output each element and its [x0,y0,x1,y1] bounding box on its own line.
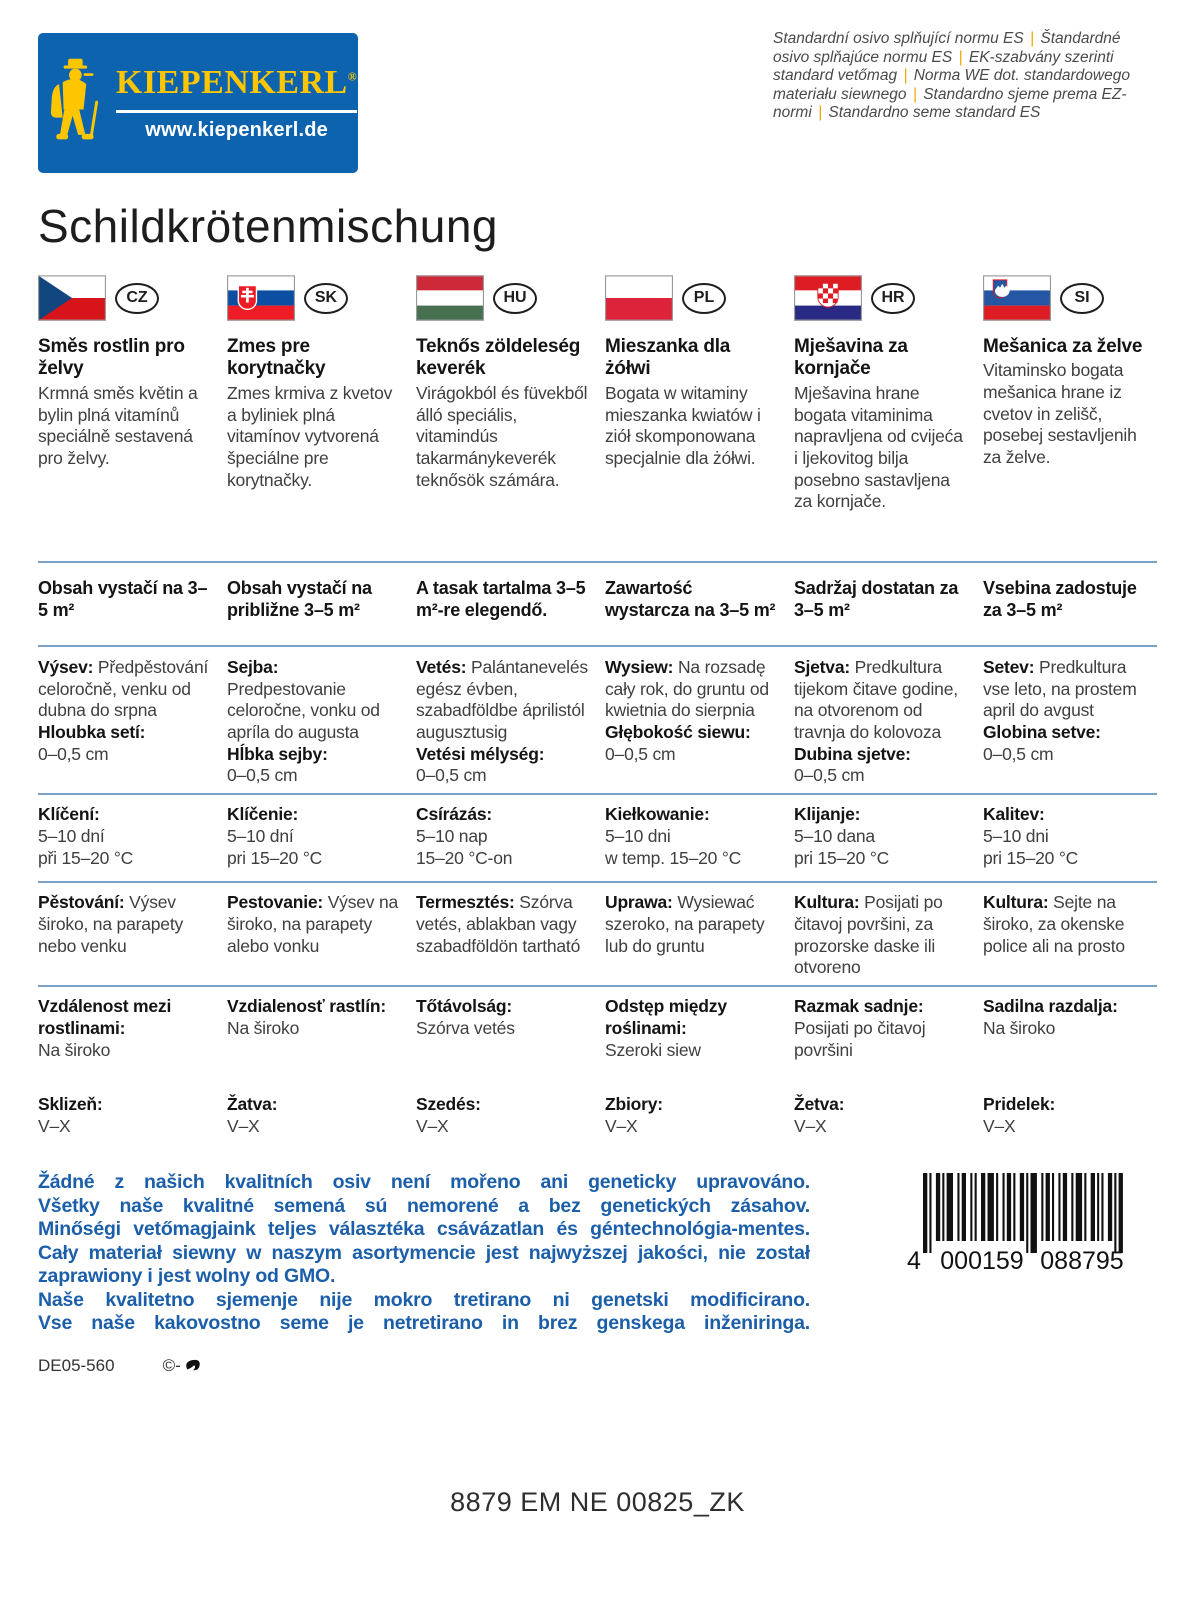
standards-segment: Norma WE dot. standardowego materiału siewnego [773,67,1130,103]
standards-segment: Standardno sjeme prema EZ-normi [773,85,1127,121]
sowing-label: Wysiew: [605,657,678,677]
depth-label: Dubina sjetve: [794,743,911,764]
gmo-line: Vse naše kakovostno seme je netretirano in brez genskega inženiringa. [38,1312,810,1335]
print-codes-row [38,1356,1157,1376]
spacing-row-cz [38,987,212,1085]
gmo-line: Minőségi vetőmagjaink teljes választéka csávázatlan és géntechnológia-mentes. [38,1218,810,1241]
germination-value: 5–10 nap [416,825,488,846]
flags-row-sk [227,273,401,323]
spacing-label: Razmak sadnje: [794,996,924,1017]
culture-row-sk [227,883,401,985]
content-row-pl [605,563,779,645]
spacing-value: Posijati po čitavoj površini [794,1017,926,1060]
lang-code-badge: HR [871,283,915,314]
culture-row-hr [794,883,968,985]
harvest-row-hr [794,1085,968,1143]
spacing-label: Odstęp między roślinami: [605,996,727,1038]
sowing-label: Setev: [983,657,1039,677]
content-amount: Obsah vystačí na približne 3–5 m² [227,578,372,621]
language-columns-table [38,273,1157,1143]
spacing-label: Vzdálenost mezi rostlinami: [38,996,172,1038]
si-flag-icon [983,275,1051,321]
germination-row-hu [416,795,590,881]
germination-value: pri 15–20 °C [794,847,890,868]
product-description: Bogata w witaminy mieszanka kwiatów i ziół skomponowana specjalnie dla żółwi. [605,382,761,468]
sowing-row-si [983,647,1157,793]
hu-flag-icon [416,275,484,321]
germination-label: Csírázás: [416,804,493,825]
germination-label: Kiełkowanie: [605,804,710,825]
product-title: Zmes pre korytnačky [227,336,326,380]
culture-text: Uprawa: Wysiewać szeroko, na parapety lub do gruntu [605,892,765,956]
standards-separator: | [813,104,827,121]
standards-separator: | [1025,30,1039,47]
svg-text:4: 4 [907,1247,921,1272]
logo-divider [116,110,357,113]
content-amount: Obsah vystačí na 3–5 m² [38,578,208,621]
spacing-value: Na široko [38,1039,111,1060]
sowing-label: Vetés: [416,657,472,677]
product-row-pl [605,331,779,561]
page-title: Schildkrötenmischung [38,200,499,252]
harvest-value: V–X [794,1115,827,1136]
cz-flag-icon [38,275,106,321]
sowing-text: Wysiew: Na rozsadę cały rok, do gruntu od kwietnia do sierpnia [605,657,769,721]
culture-text: Kultura: Sejte na široko, za okenske police ali na prosto [983,892,1125,956]
barcode [844,1171,1157,1271]
gmo-line: Všetky naše kvalitné semená sú nemorené a bez genetických zásahov. [38,1194,810,1217]
harvest-row-hu [416,1085,590,1143]
culture-label: Kultura: [794,892,865,913]
product-title: Mešanica za želve [983,336,1143,357]
culture-label: Uprawa: [605,892,678,913]
sowing-text: Setev: Predkultura vse leto, na prostem april do avgust [983,657,1137,721]
spacing-value: Na široko [983,1017,1056,1038]
harvest-value: V–X [605,1115,638,1136]
harvest-label: Žetva: [794,1094,845,1115]
culture-label: Kultura: [983,892,1054,913]
depth-value: 0–0,5 cm [227,765,298,786]
harvest-value: V–X [227,1115,260,1136]
harvest-value: V–X [983,1115,1016,1136]
depth-value: 0–0,5 cm [983,743,1054,764]
germination-value: 5–10 dni [605,825,671,846]
content-amount: A tasak tartalma 3–5 m²-re elegendő. [416,578,586,621]
sowing-row-hr [794,647,968,793]
standards-note [773,30,1157,123]
harvest-label: Žatva: [227,1094,278,1115]
sk-flag-icon [227,275,295,321]
germination-value: při 15–20 °C [38,847,134,868]
flags-row [38,273,1157,323]
product-row-cz [38,331,212,561]
spacing-label: Tőtávolság: [416,996,513,1017]
product-description: Zmes krmiva z kvetov a byliniek plná vitamínov vytvorená špeciálne pre korytnačky. [227,382,393,490]
sowing-text: Sejba: Predpestovanie celoročne, vonku od apríla do augusta [227,657,380,743]
hr-flag-icon [794,275,862,321]
content-row-hr [794,563,968,645]
culture-text: Termesztés: Szórva vetés, ablakban vagy szabadföldön tartható [416,892,581,956]
flags-row-hu [416,273,590,323]
culture-text: Kultura: Posijati po čitavoj površini, za prozorske daske ili otvoreno [794,892,943,978]
harvest-row-si [983,1085,1157,1143]
depth-label: Globina setve: [983,722,1101,743]
sowing-label: Výsev: [38,657,98,677]
sowing-text: Sjetva: Predkultura tijekom čitave godine, na otvorenom od travnja do kolovoza [794,657,958,743]
content-row [38,563,1157,645]
sowing-text: Výsev: Předpěstování celoročně, venku od dubna do srpna [38,657,209,721]
product-row-si [983,331,1157,561]
brand-name: KIEPENKERL® [116,64,358,101]
depth-value: 0–0,5 cm [605,743,676,764]
spacing-row-si [983,987,1157,1085]
print-code: DE05-560 [38,1355,115,1375]
harvest-label: Sklizeň: [38,1094,103,1115]
flags-row-pl [605,273,779,323]
lang-code-badge: HU [493,283,537,314]
standards-segment: Standardno seme standard ES [828,104,1041,121]
germination-value: 5–10 dni [983,825,1049,846]
standards-segment: EK-szabvány szerinti standard vetőmag [773,48,1114,84]
lang-code-badge: SK [304,283,348,314]
product-description: Krmná směs květin a bylin plná vitamínů speciálně sestavená pro želvy. [38,382,198,468]
content-row-cz [38,563,212,645]
sowing-text: Vetés: Palántanevelés egész évben, szabadföldbe áprilistól augusztusig [416,657,588,743]
content-amount: Zawartość wystarcza na 3–5 m² [605,578,776,621]
sowing-label: Sjetva: [794,657,855,677]
sowing-row-cz [38,647,212,793]
product-title: Mješavina za kornjače [794,336,908,380]
standards-separator: | [908,85,922,103]
culture-label: Termesztés: [416,892,520,913]
germination-row-pl [605,795,779,881]
product-title: Směs rostlin pro želvy [38,336,185,380]
spacing-row-hu [416,987,590,1085]
gmo-line: Žádné z našich kvalitních osiv není mořeno ani geneticky upravováno. [38,1171,810,1194]
harvest-row-cz [38,1085,212,1143]
swirl-mark-icon [183,1356,203,1376]
culture-text: Pěstování: Výsev široko, na parapety nebo venku [38,892,184,956]
sowing-row-sk [227,647,401,793]
content-row-si [983,563,1157,645]
sowing-row-pl [605,647,779,793]
germination-label: Klijanje: [794,804,861,825]
packet-bottom-code: 8879 EM NE 00825_ZK [450,1487,745,1517]
footer [38,1171,1157,1336]
germination-value: pri 15–20 °C [227,847,323,868]
germination-row [38,795,1157,881]
culture-label: Pestovanie: [227,892,328,913]
germination-label: Klíčenie: [227,804,299,825]
depth-label: Vetési mélység: [416,743,545,764]
sowing-row [38,647,1157,793]
flags-row-si [983,273,1157,323]
kiepenkerl-logo [38,33,358,173]
culture-row-cz [38,883,212,985]
standards-separator: | [899,67,912,84]
germination-row-sk [227,795,401,881]
brand-website: www.kiepenkerl.de [145,119,328,141]
product-description: Vitaminsko bogata mešanica hrane iz cvetov in zelišč, posebej sestavljenih za želve. [983,360,1137,468]
gmo-line: Cały materiał siewny w naszym asortymencie jest najwyższej jakości, nie został zaprawiony i jest wolny od GMO. [38,1241,810,1288]
culture-row-hu [416,883,590,985]
content-row-sk [227,563,401,645]
sowing-label: Sejba: [227,657,279,677]
svg-text:000159: 000159 [940,1247,1024,1272]
lang-code-badge: PL [682,283,726,314]
harvest-value: V–X [38,1115,71,1136]
depth-value: 0–0,5 cm [416,765,487,786]
harvest-row [38,1085,1157,1143]
spacing-row-pl [605,987,779,1085]
germination-label: Klíčení: [38,804,100,825]
harvest-label: Szedés: [416,1094,481,1115]
product-row-hu [416,331,590,561]
germination-value: 5–10 dana [794,825,875,846]
spacing-label: Vzdialenosť rastlín: [227,996,387,1017]
lang-code-badge: SI [1060,283,1104,314]
standards-separator: | [954,48,967,66]
depth-label: Hloubka setí: [38,722,146,743]
depth-value: 0–0,5 cm [794,765,865,786]
registered-mark: ® [347,69,358,84]
product-title: Mieszanka dla żółwi [605,336,731,380]
germination-row-si [983,795,1157,881]
product-description: Virágokból és füvekből álló speciális, vitamindús takarmánykeverék teknősök számára. [416,382,588,490]
harvest-row-pl [605,1085,779,1143]
sowing-row-hu [416,647,590,793]
depth-label: Hĺbka sejby: [227,743,328,764]
spacing-row-hr [794,987,968,1085]
standards-segment: Štandardné osivo splňajúce normu ES [773,30,1121,66]
product-row [38,331,1157,561]
product-title: Teknős zöldeleség keverék [416,336,581,380]
culture-text: Pestovanie: Výsev na široko, na parapety alebo vonku [227,892,399,956]
content-amount: Sadržaj dostatan za 3–5 m² [794,578,959,621]
product-description: Mješavina hrane bogata vitaminima napravljena od cvijeća i ljekovitog bilja posebno sastavljena za kornjače. [794,382,963,512]
spacing-label: Sadilna razdalja: [983,996,1118,1017]
content-amount: Vsebina zadostuje za 3–5 m² [983,578,1137,621]
harvest-label: Zbiory: [605,1094,663,1115]
flags-row-hr [794,273,968,323]
germination-value: 5–10 dní [38,825,105,846]
gmo-statement [38,1171,810,1336]
spacing-value: Szórva vetés [416,1017,515,1038]
depth-value: 0–0,5 cm [38,743,109,764]
germination-value: pri 15–20 °C [983,847,1079,868]
flags-row-cz [38,273,212,323]
spacing-row [38,987,1157,1085]
harvest-label: Pridelek: [983,1094,1056,1115]
culture-row-si [983,883,1157,985]
kiepenkerl-figure-icon [50,52,108,156]
product-row-sk [227,331,401,561]
germination-value: 15–20 °C-on [416,847,513,868]
culture-row-pl [605,883,779,985]
copyright-mark: ©- [163,1356,203,1376]
germination-row-cz [38,795,212,881]
lang-code-badge: CZ [115,283,159,314]
culture-row [38,883,1157,985]
standards-segment: Standardní osivo splňující normu ES [773,30,1024,47]
germination-value: 5–10 dní [227,825,294,846]
content-row-hu [416,563,590,645]
header [38,30,1157,173]
product-row-hr [794,331,968,561]
germination-label: Kalitev: [983,804,1045,825]
germination-row-hr [794,795,968,881]
spacing-value: Na široko [227,1017,300,1038]
spacing-value: Szeroki siew [605,1039,701,1060]
depth-label: Głębokość siewu: [605,722,751,743]
germination-value: w temp. 15–20 °C [605,847,742,868]
harvest-value: V–X [416,1115,449,1136]
pl-flag-icon [605,275,673,321]
spacing-row-sk [227,987,401,1085]
harvest-row-sk [227,1085,401,1143]
logo-text-block [116,66,357,142]
culture-label: Pěstování: [38,892,130,913]
gmo-line: Naše kvalitetno sjemenje nije mokro tretirano ni genetski modificirano. [38,1288,810,1311]
svg-text:088795: 088795 [1040,1247,1124,1272]
